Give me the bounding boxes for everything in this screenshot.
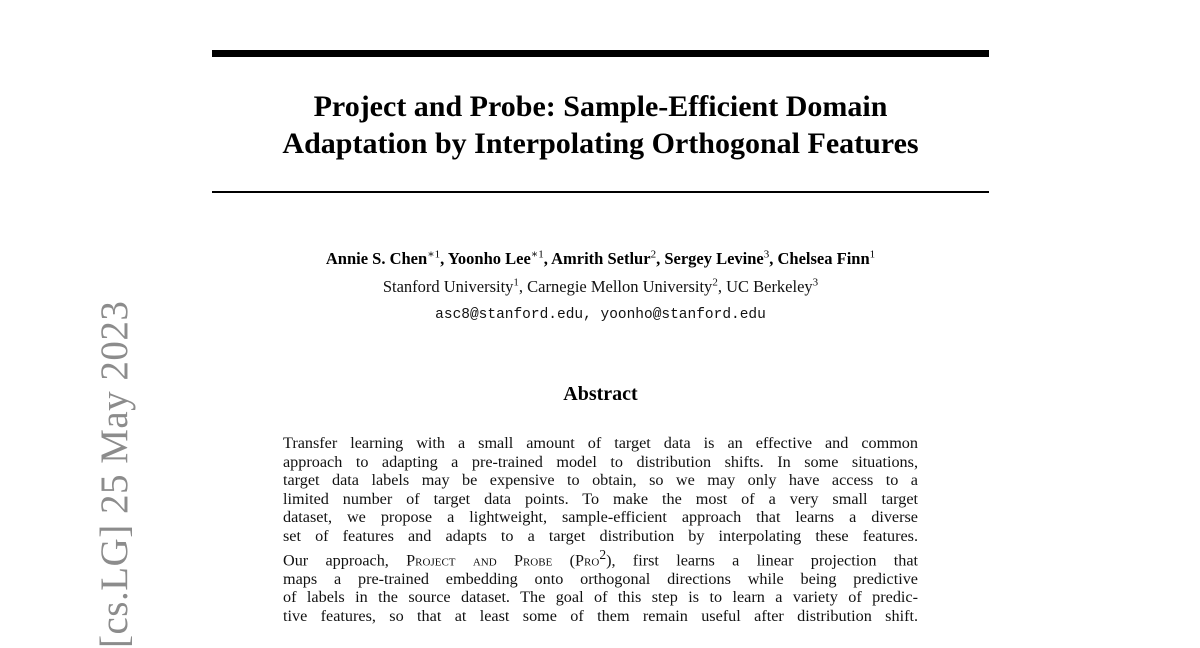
affiliation-separator: , (717, 277, 727, 296)
author-separator: , (440, 249, 448, 268)
affiliation-mark: 2 (712, 276, 718, 289)
author-separator: , (656, 249, 665, 268)
abstract-line: maps a pre-trained embedding onto orthogonal directions while being predictive (283, 569, 918, 588)
abstract-line: dataset, we propose a lightweight, sample-efficient approach that learns a diverse (283, 508, 918, 527)
affiliation-name: Stanford University (382, 277, 514, 296)
method-name: Project and Probe (406, 550, 553, 569)
affiliation-separator: , (518, 277, 528, 296)
abstract-line-method (283, 546, 918, 570)
abstract-line: Transfer learning with a small amount of target data is an effective and common (283, 434, 918, 452)
abstract-line: approach to adapting a pre-trained model to distribution shifts. In some situations, (283, 452, 918, 471)
author-name: Yoonho Lee (447, 249, 531, 268)
author-mark: 3 (763, 248, 770, 261)
paper-title (212, 88, 989, 162)
arxiv-stamp-text: [cs.LG] 25 May 2023 (93, 300, 136, 648)
method-abbrev-sup: 2 (599, 546, 607, 562)
abstract-line: of labels in the source dataset. The goal of this step is to learn a variety of predic- (283, 588, 918, 607)
affiliation-name: Carnegie Mellon University (527, 277, 713, 296)
author-mark: 1 (869, 248, 876, 261)
title-line-1: Project and Probe: Sample-Efficient Domain (313, 90, 888, 123)
author-list (212, 248, 989, 270)
abstract-line: limited number of target data points. To make the most of a very small target (283, 489, 918, 508)
abstract-body (283, 434, 918, 625)
affiliation-list (212, 276, 989, 298)
author-name: Annie S. Chen (325, 249, 428, 268)
author-name: Amrith Setlur (551, 249, 651, 268)
affiliation-name: UC Berkeley (726, 277, 813, 296)
affiliation-mark: 3 (812, 276, 819, 289)
abstract-text: ), first learns a linear projection that (606, 550, 919, 569)
top-rule (212, 50, 989, 57)
abstract-text: ( (552, 550, 576, 569)
method-abbrev: Pro (575, 550, 600, 569)
abstract-text: Our approach, (283, 550, 407, 569)
author-name: Sergey Levine (664, 249, 764, 268)
affiliation-mark: 1 (513, 276, 519, 289)
author-separator: , (769, 249, 778, 268)
abstract-line: tive features, so that at least some of them remain useful after distribution shift. (283, 606, 918, 625)
title-bottom-rule (212, 191, 989, 193)
author-name: Chelsea Finn (777, 249, 870, 268)
author-mark: 2 (650, 248, 657, 261)
author-mark: ∗1 (427, 248, 441, 261)
abstract-heading: Abstract (563, 383, 638, 405)
author-emails: asc8@stanford.edu, yoonho@stanford.edu (435, 307, 766, 323)
arxiv-side-stamp (2, 300, 136, 648)
title-line-2: Adaptation by Interpolating Orthogonal Features (282, 127, 919, 160)
abstract-line: set of features and adapts to a target distribution by interpolating these features. (283, 526, 918, 545)
author-mark: ∗1 (530, 248, 544, 261)
author-separator: , (543, 249, 552, 268)
abstract-line: target data labels may be expensive to obtain, so we may only have access to a (283, 471, 918, 490)
